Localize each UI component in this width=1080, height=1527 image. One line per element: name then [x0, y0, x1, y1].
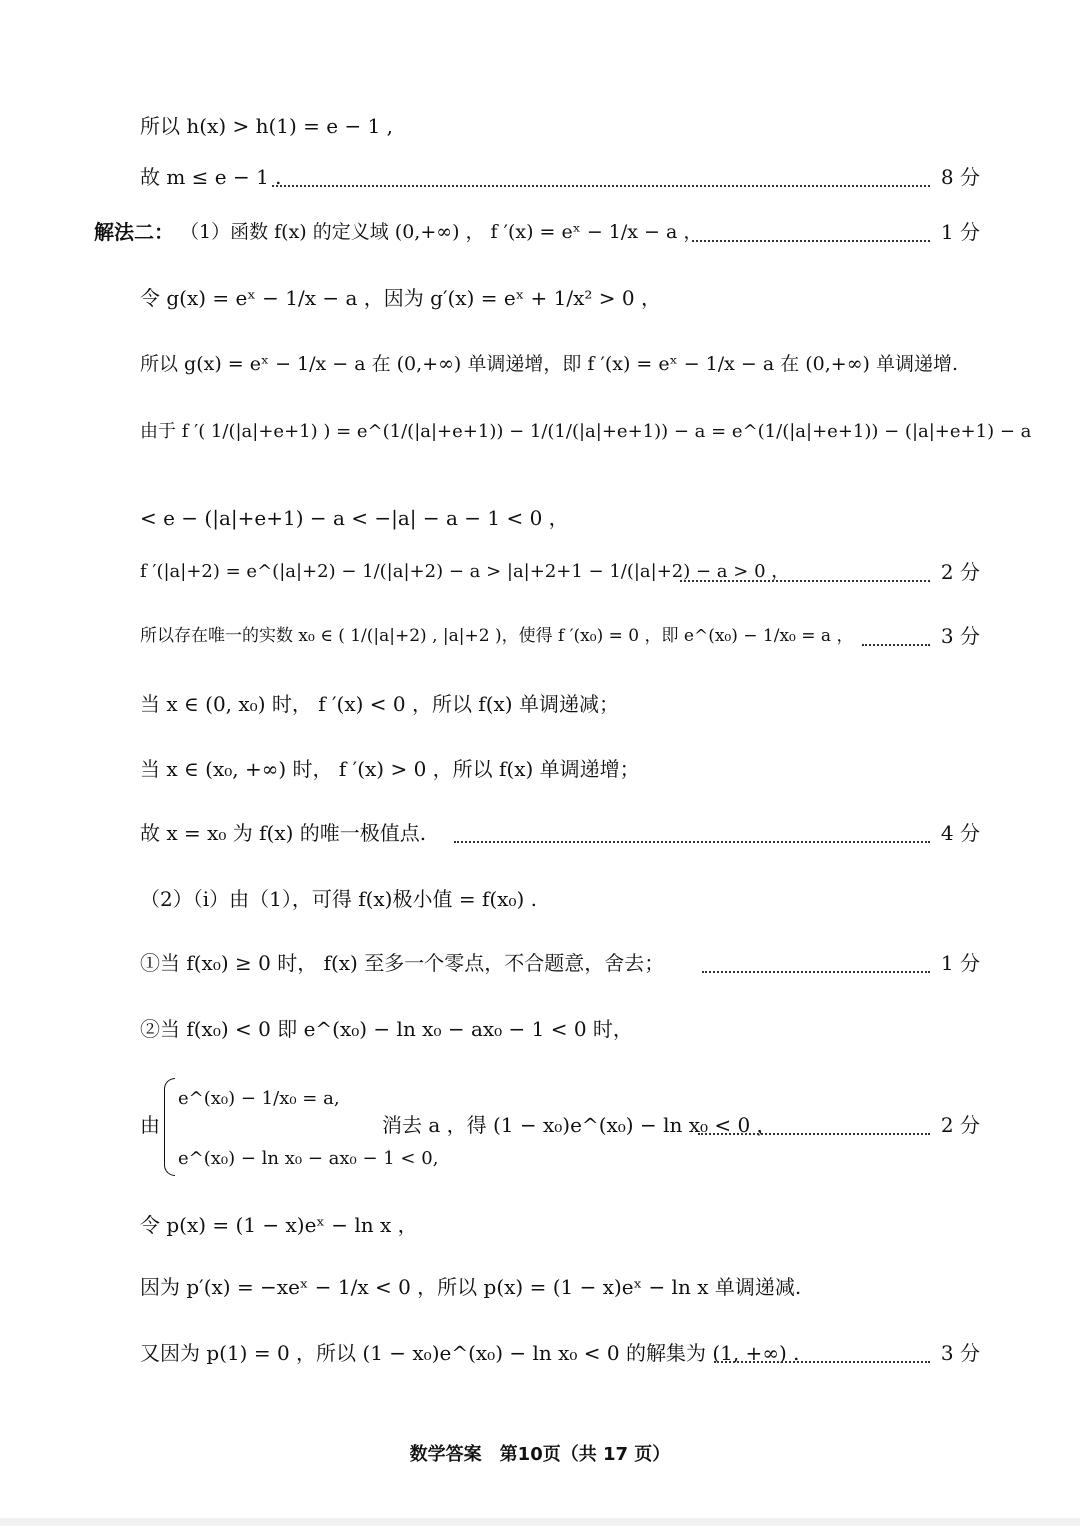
- line-text: 由于 f ′( 1/(|a|+e+1) ) = e^(1/(|a|+e+1)) − 1/(1/(|a|+e+1)) − a = e^(1/(|a|+e+1)) − (|a|+e+1) − a: [140, 421, 1032, 442]
- system-row-1: e^(x₀) − 1/x₀ = a,: [178, 1088, 340, 1109]
- score-mark: 2 分: [940, 560, 980, 584]
- line-text: ①当 f(x₀) ≥ 0 时， f(x) 至多一个零点，不合题意，舍去；: [140, 951, 665, 975]
- line-text: < e − (|a|+e+1) − a < −|a| − a − 1 < 0 ，: [140, 506, 569, 530]
- score-mark: 4 分: [940, 821, 980, 845]
- leader-dots: [272, 145, 930, 187]
- score-mark: 1 分: [940, 220, 980, 244]
- line-13: [0, 879, 1080, 919]
- bottom-edge: [0, 1518, 1080, 1526]
- line-9: [0, 616, 1080, 656]
- score-mark: 2 分: [940, 1113, 980, 1137]
- leader-dots: [862, 604, 930, 646]
- line-1: [0, 106, 1080, 146]
- line-16: [0, 1088, 1080, 1169]
- leader-dots: [698, 1093, 930, 1135]
- line-11: [0, 749, 1080, 789]
- line-4: [0, 278, 1080, 318]
- line-text: 当 x ∈ (x₀, +∞) 时， f ′(x) > 0 ，所以 f(x) 单调递增；: [140, 757, 640, 781]
- leader-dots: [680, 540, 930, 582]
- line-text: 所以存在唯一的实数 x₀ ∈ ( 1/(|a|+2) , |a|+2 )，使得 f ′(x₀) = 0 ，即 e^(x₀) − 1/x₀ = a ，: [140, 626, 854, 646]
- line-14: [0, 943, 1080, 983]
- line-text: 令 g(x) = eˣ − 1/x − a ，因为 g′(x) = eˣ + 1/x² > 0 ，: [140, 286, 661, 310]
- line-text: 又因为 p(1) = 0 ，所以 (1 − x₀)e^(x₀) − ln x₀ < 0 的解集为 (1, +∞) .: [140, 1341, 800, 1365]
- line-text: ②当 f(x₀) < 0 即 e^(x₀) − ln x₀ − ax₀ − 1 < 0 时，: [140, 1017, 633, 1041]
- leader-dots: [714, 1321, 930, 1363]
- score-mark: 8 分: [940, 165, 980, 189]
- line-18: [0, 1267, 1080, 1307]
- line-text: 故 m ≤ e − 1 .: [140, 165, 282, 189]
- line-3: [0, 212, 1080, 252]
- line-7: [0, 498, 1080, 538]
- line-text: （2）（i）由（1），可得 f(x)极小值 = f(x₀) .: [140, 887, 537, 911]
- line-2: [0, 157, 1080, 197]
- score-mark: 3 分: [940, 624, 980, 648]
- line-text: f ′(|a|+2) = e^(|a|+2) − 1/(|a|+2) − a > |a|+2+1 − 1/(|a|+2) − a > 0 ，: [140, 561, 790, 582]
- leader-dots: [692, 200, 930, 242]
- line-text: 故 x = x₀ 为 f(x) 的唯一极值点.: [140, 821, 427, 845]
- system-row-2: e^(x₀) − ln x₀ − ax₀ − 1 < 0,: [178, 1148, 439, 1169]
- line-12: [0, 813, 1080, 853]
- line-text: 由: [140, 1113, 160, 1137]
- leader-dots: [702, 931, 930, 973]
- line-15: [0, 1009, 1080, 1049]
- score-mark: 3 分: [940, 1341, 980, 1365]
- line-tail: 消去 a ，得 (1 − x₀)e^(x₀) − ln x₀ < 0 ，: [382, 1113, 777, 1137]
- line-text: （1）函数 f(x) 的定义域 (0,+∞) ， f ′(x) = eˣ − 1/x − a ，: [180, 221, 703, 243]
- line-text: 当 x ∈ (0, x₀) 时， f ′(x) < 0 ，所以 f(x) 单调递减；: [140, 692, 619, 716]
- line-text: 所以 h(x) > h(1) = e − 1 ,: [140, 114, 394, 138]
- line-10: [0, 684, 1080, 724]
- method-label: 解法二：: [94, 220, 174, 244]
- line-17: [0, 1205, 1080, 1245]
- line-6: [0, 412, 1080, 452]
- page-footer: 数学答案 第10页（共 17 页）: [409, 1444, 671, 1465]
- line-8: [0, 552, 1080, 592]
- score-mark: 1 分: [940, 951, 980, 975]
- line-text: 所以 g(x) = eˣ − 1/x − a 在 (0,+∞) 单调递增，即 f ′(x) = eˣ − 1/x − a 在 (0,+∞) 单调递增.: [140, 353, 959, 375]
- line-text: 因为 p′(x) = −xeˣ − 1/x < 0 ，所以 p(x) = (1 − x)eˣ − ln x 单调递减.: [140, 1275, 802, 1299]
- line-text: 令 p(x) = (1 − x)eˣ − ln x ，: [140, 1213, 418, 1237]
- line-19: [0, 1333, 1080, 1373]
- line-5: [0, 344, 1080, 384]
- equation-brace: [164, 1078, 175, 1176]
- leader-dots: [454, 801, 930, 843]
